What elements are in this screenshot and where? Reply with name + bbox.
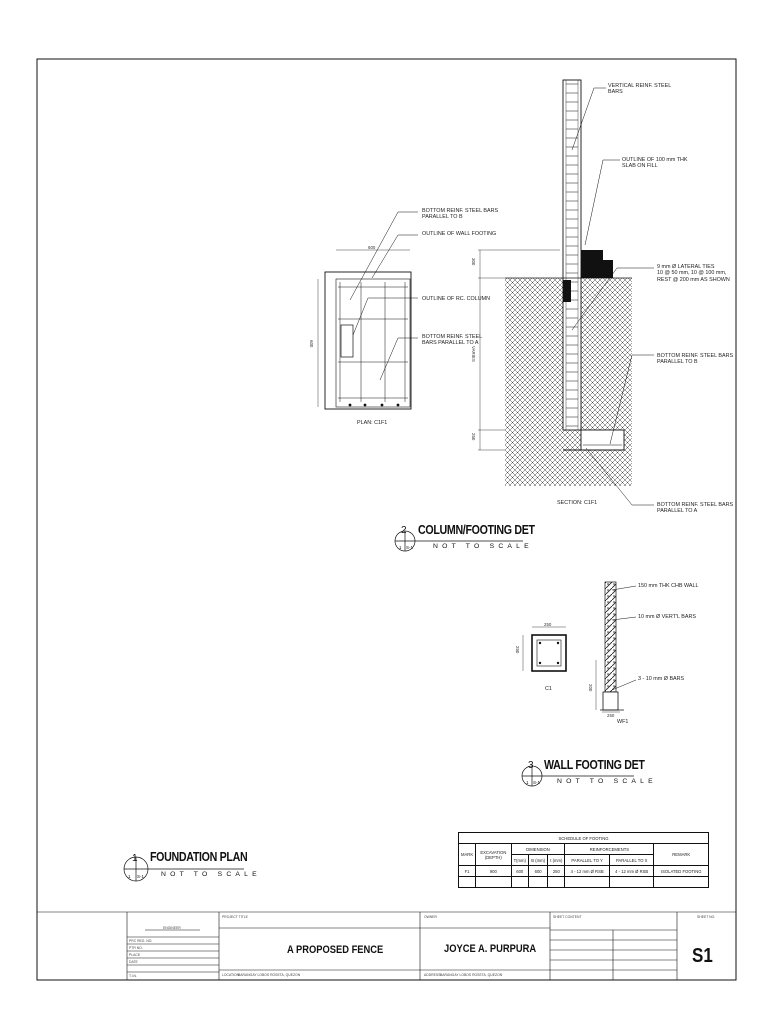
project-title: A PROPOSED FENCE (287, 944, 384, 956)
title-bubbles (124, 531, 634, 881)
bubble-sub-b: S-1 (533, 780, 541, 785)
dim-section-varies: VARIES (471, 346, 476, 362)
cell-parallel-x: 4 - 12 mm Ø RSB (609, 866, 654, 877)
header-dimension: DIMENSION (511, 844, 565, 855)
sheet-no-label: SHEET NO. (697, 915, 716, 919)
detail-title: COLUMN/FOOTING DET (418, 522, 535, 537)
wf1-section (596, 582, 636, 712)
header-excavation: EXCAVATION (DEPTH) (476, 844, 511, 866)
sheet-content-label: SHEET CONTENT (553, 915, 582, 919)
header-mark: MARK (459, 844, 476, 866)
bubble-sub-a: 1 (526, 780, 529, 785)
label-wf1: WF1 (617, 719, 629, 725)
note-lateral-ties: 9 mm Ø LATERAL TIES 10 @ 50 mm, 10 @ 100 mm, REST @ 200 mm AS SHOWN (657, 264, 730, 283)
header-reinforcements: REINFORCEMENTS (565, 844, 654, 855)
bubble-sub-a: 1 (399, 545, 402, 550)
bubble-sub-a: 1 (128, 874, 131, 879)
location-label: LOCATION: (222, 973, 241, 977)
dim-wf-b: 250 (607, 713, 615, 718)
owner-name: JOYCE A. PURPURA (444, 943, 537, 955)
bubble-number: 2 (401, 525, 407, 536)
detail-title: WALL FOOTING DET (544, 757, 645, 772)
dim-section-top: 300 (471, 258, 476, 266)
bubble-sub-b: S-1 (137, 874, 145, 879)
note-bottom-reinf-a-plan: BOTTOM REINF. STEEL BARS PARALLEL TO A (422, 334, 483, 347)
prc-label: PRC REG. NO. (129, 939, 153, 943)
cell-t2: 250 (548, 866, 565, 877)
dim-plan-top: 600 (368, 245, 376, 250)
tin-label: T.I.N. (129, 974, 137, 978)
address-value: BARANGAY LOBOS ROSETA, QUEZON (440, 973, 503, 977)
bubble-number: 1 (132, 853, 138, 864)
cell-mark: F1 (459, 866, 476, 877)
footing-schedule-table (458, 832, 709, 888)
note-rc-column-outline: OUTLINE OF RC. COLUMN (422, 296, 490, 302)
header-remark: REMARK (654, 844, 709, 866)
c1-section (523, 627, 566, 671)
note-slab-outline: OUTLINE OF 100 mm THK SLAB ON FILL (622, 157, 688, 170)
dim-c1-side: 250 (515, 646, 520, 654)
header-t2-mm: t (mm) (548, 855, 565, 866)
owner-label: OWNER (424, 915, 437, 919)
cell-b: 600 (528, 866, 547, 877)
bubble-sub-b: S-1 (406, 545, 414, 550)
project-title-label: PROJECT TITLE (222, 915, 248, 919)
detail-scale: NOT TO SCALE (557, 778, 657, 785)
note-bottom-reinf-b-section: BOTTOM REINF. STEEL BARS PARALLEL TO B (657, 353, 734, 366)
header-t-mm: T(mm) (511, 855, 528, 866)
table-row (459, 877, 709, 888)
sheet-number: S1 (692, 945, 713, 967)
label-section-c1f1: SECTION: C1F1 (557, 500, 598, 506)
note-bottom-reinf-b-plan: BOTTOM REINF. STEEL BARS PARALLEL TO B (422, 208, 499, 221)
header-b-mm: B (mm) (528, 855, 547, 866)
section-c1f1 (478, 80, 654, 505)
note-wall-footing-outline: OUTLINE OF WALL FOOTING (422, 231, 497, 237)
note-vert-bars: 10 mm Ø VERT'L BARS (638, 614, 696, 620)
dim-section-bottom: 250 (471, 433, 476, 441)
detail-scale: NOT TO SCALE (161, 871, 261, 878)
detail-scale: NOT TO SCALE (433, 543, 533, 550)
label-c1: C1 (545, 686, 552, 692)
cell-excavation: 900 (476, 866, 511, 877)
cell-remark: ISOLATED FOOTING (654, 866, 709, 877)
header-parallel-x: PARALLEL TO X (609, 855, 654, 866)
dim-plan-side: 600 (309, 340, 314, 348)
cell-t: 600 (511, 866, 528, 877)
location-value: BARANGAY LOBOS ROSETA, QUEZON (238, 973, 301, 977)
address-label: ADDRESS: (424, 973, 442, 977)
date-label: DATE (129, 960, 138, 964)
header-parallel-y: PARALLEL TO Y (565, 855, 610, 866)
bubble-number: 3 (528, 760, 534, 771)
cell-parallel-y: 4 - 12 mm Ø RSB (565, 866, 610, 877)
table-row (459, 866, 709, 877)
label-plan-c1f1: PLAN: C1F1 (357, 420, 388, 426)
engineer-label: ENGINEER (163, 926, 181, 930)
note-3-bars: 3 - 10 mm Ø BARS (638, 676, 685, 682)
dim-wf-a: 200 (588, 684, 593, 692)
note-chb-wall: 150 mm THK CHB WALL (638, 583, 699, 589)
ptr-label: PTR NO. (129, 946, 143, 950)
plan-c1f1 (318, 212, 418, 409)
dim-c1-top: 250 (544, 622, 552, 627)
schedule-title: SCHEDULE OF FOOTING (459, 833, 709, 844)
detail-title: FOUNDATION PLAN (150, 849, 248, 864)
note-bottom-reinf-a-section: BOTTOM REINF. STEEL BARS PARALLEL TO A (657, 502, 734, 515)
place-label: PLACE (129, 953, 141, 957)
note-vertical-reinf: VERTICAL REINF. STEEL BARS (608, 83, 672, 96)
